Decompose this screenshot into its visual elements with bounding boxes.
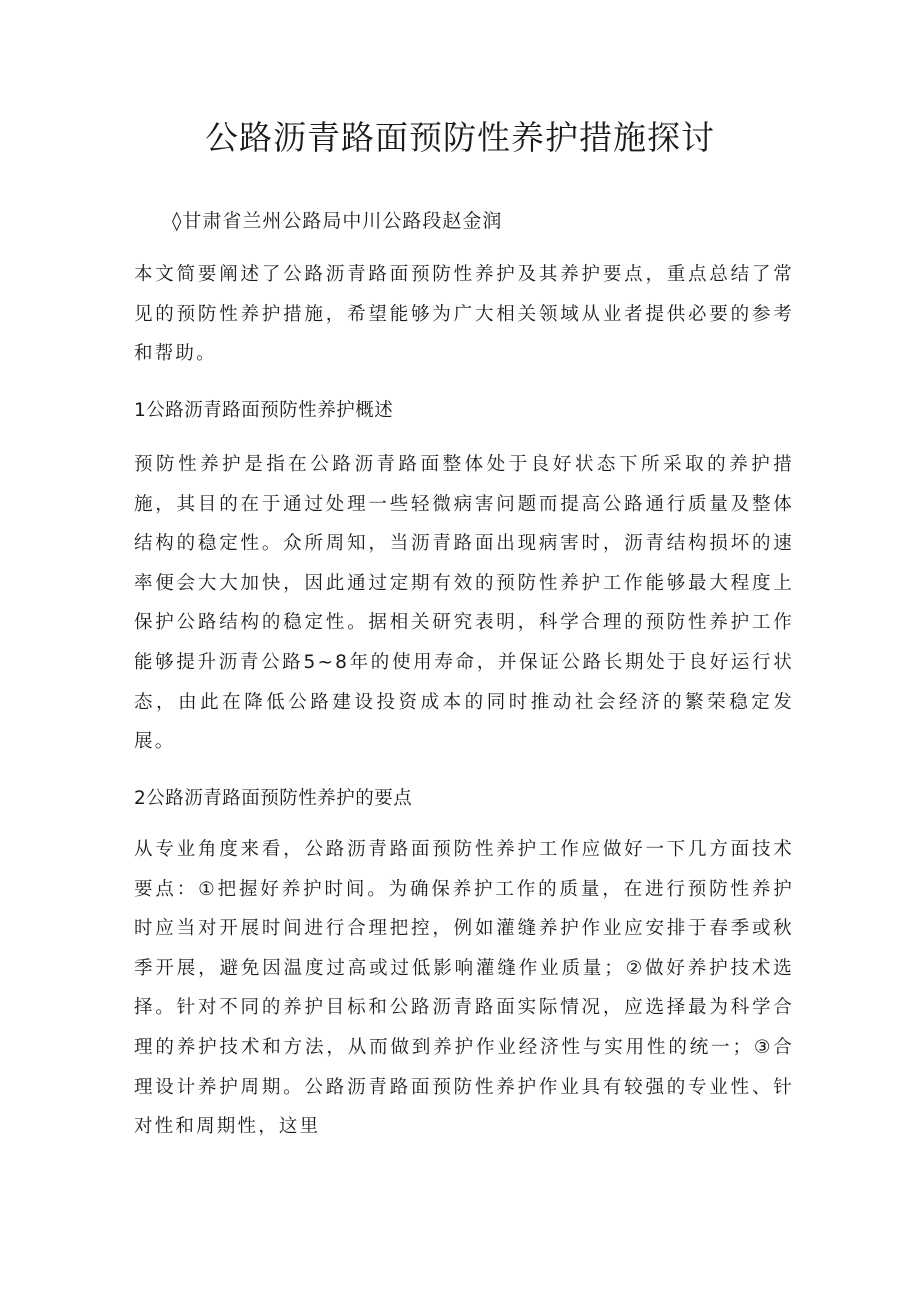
document-title: 公路沥青路面预防性养护措施探讨	[205, 118, 715, 157]
section-2-paragraph: 从专业角度来看，公路沥青路面预防性养护工作应做好一下几方面技术要点：①把握好养护时间。为确保养护工作的质量，在进行预防性养护时应当对开展时间进行合理把控，例如灌缝养护作业应安排于春季或秋季开展，避免因温度过高或过低影响灌缝作业质量；②做好养护技术选择。针对不同的养护目标和公路沥青路面实际情况，应选择最为科学合理的养护技术和方法，从而做到养护作业经济性与实用性的统一；③合理设计养护周期。公路沥青路面预防性养护作业具有较强的专业性、针对性和周期性，这里	[134, 839, 794, 1138]
section-1-paragraph: 预防性养护是指在公路沥青路面整体处于良好状态下所采取的养护措施，其目的在于通过处理一些轻微病害问题而提高公路通行质量及整体结构的稳定性。众所周知，当沥青路面出现病害时，沥青结构损坏的速率便会大大加快，因此通过定期有效的预防性养护工作能够最大程度上保护公路结构的稳定性。据相关研究表明，科学合理的预防性养护工作能够提升沥青公路5~8年的使用寿命，并保证公路长期处于良好运行状态，由此在降低公路建设投资成本的同时推动社会经济的繁荣稳定发展。	[134, 454, 794, 753]
abstract-paragraph: 本文简要阐述了公路沥青路面预防性养护及其养护要点，重点总结了常见的预防性养护措施，希望能够为广大相关领域从业者提供必要的参考和帮助。	[134, 264, 794, 365]
section-2-heading: 2公路沥青路面预防性养护的要点	[134, 788, 413, 809]
section-1-heading: 1公路沥青路面预防性养护概述	[134, 400, 394, 421]
author-line: ◊甘肃省兰州公路局中川公路段赵金润	[172, 210, 503, 232]
